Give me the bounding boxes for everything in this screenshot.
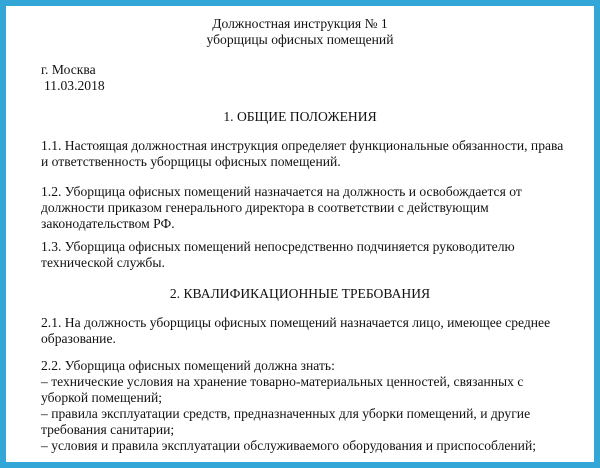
paragraph-line: 1.1. Настоящая должностная инструкция определяет функциональные обязанности, права [41,138,564,153]
paragraph-1-1 [41,138,564,170]
document-title [6,16,594,48]
list-item: – условия и правила эксплуатации обслуживаемого оборудования и приспособлений; [41,438,536,453]
document-page [6,6,594,462]
paragraph-line: законодательством РФ. [41,216,175,231]
date: 11.03.2018 [44,78,105,93]
paragraph-line: и ответственность уборщицы офисных помещений. [41,154,341,169]
list-item-continuation: уборкой помещений; [41,390,163,405]
section-heading-1: 1. ОБЩИЕ ПОЛОЖЕНИЯ [223,109,377,124]
section-heading-2: 2. КВАЛИФИКАЦИОННЫЕ ТРЕБОВАНИЯ [169,286,431,301]
city: г. Москва [41,62,96,77]
paragraph-2-2 [41,358,561,454]
list-item-continuation: требования санитарии; [41,422,175,437]
list-item: – технические условия на хранение товарно-материальных ценностей, связанных с [41,374,524,389]
paragraph-line: 2.2. Уборщица офисных помещений должна знать: [41,358,335,373]
paragraph-line: 1.2. Уборщица офисных помещений назначается на должность и освобождается от [41,184,522,199]
paragraph-line: 2.1. На должность уборщицы офисных помещений назначается лицо, имеющее среднее [41,315,551,330]
title-line-2: уборщицы офисных помещений [206,32,394,47]
paragraph-line: технической службы. [41,255,165,270]
paragraph-line: должности приказом генерального директора в соответствии с действующим [41,200,489,215]
paragraph-line: образование. [41,331,116,346]
paragraph-line: 1.3. Уборщица офисных помещений непосредственно подчиняется руководителю [41,239,515,254]
paragraph-1-3 [41,239,561,271]
list-item: – правила эксплуатации средств, предназначенных для уборки помещений, и другие [41,406,531,421]
title-line-1: Должностная инструкция № 1 [212,16,388,31]
paragraph-2-1 [41,315,561,347]
paragraph-1-2 [41,184,561,232]
